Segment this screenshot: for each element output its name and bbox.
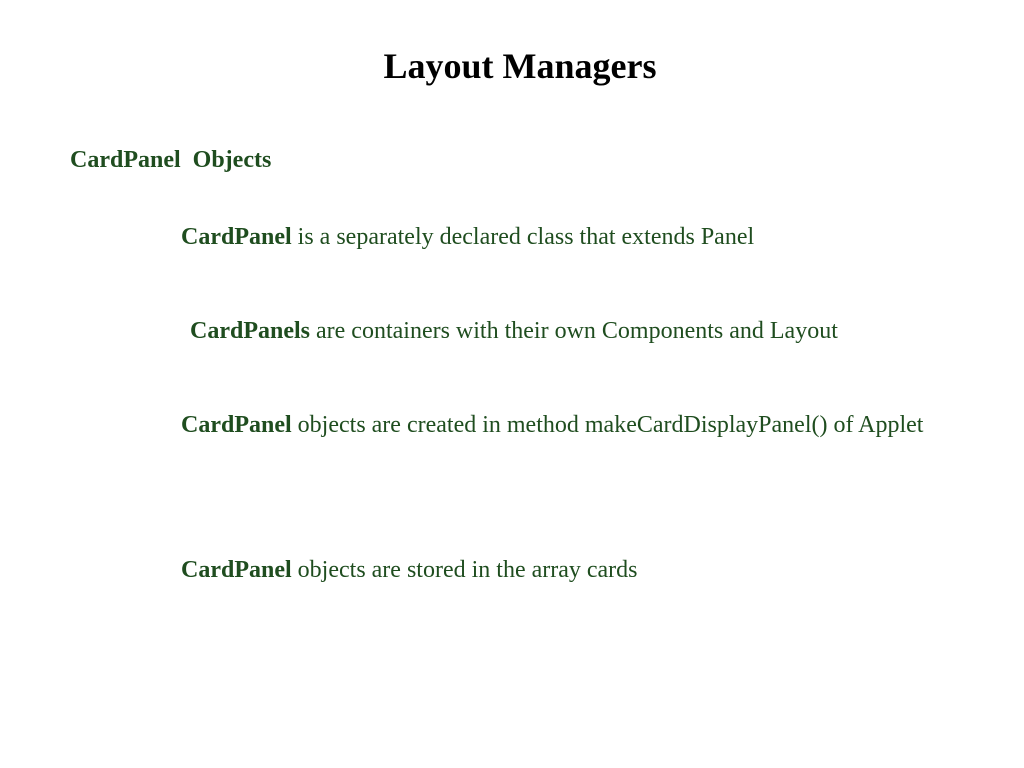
paragraph-keyword: CardPanel	[181, 557, 292, 583]
paragraph-text: objects are created in method makeCardDisplayPanel() of Applet	[291, 412, 924, 438]
bullet-paragraph-3	[181, 408, 1001, 443]
paragraph-keyword: CardPanel	[181, 224, 292, 250]
bullet-paragraph-4	[181, 553, 981, 588]
section-subtitle: CardPanel Objects	[70, 147, 272, 173]
bullet-paragraph-1	[181, 220, 981, 255]
paragraph-keyword: CardPanels	[190, 318, 310, 344]
paragraph-text: is a separately declared class that extends Panel	[291, 224, 755, 250]
paragraph-keyword: CardPanel	[181, 412, 292, 438]
slide-title: Layout Managers	[383, 46, 657, 86]
paragraph-text: are containers with their own Components and Layout	[310, 318, 838, 344]
bullet-paragraph-2	[190, 314, 890, 349]
paragraph-text: objects are stored in the array cards	[291, 557, 638, 583]
